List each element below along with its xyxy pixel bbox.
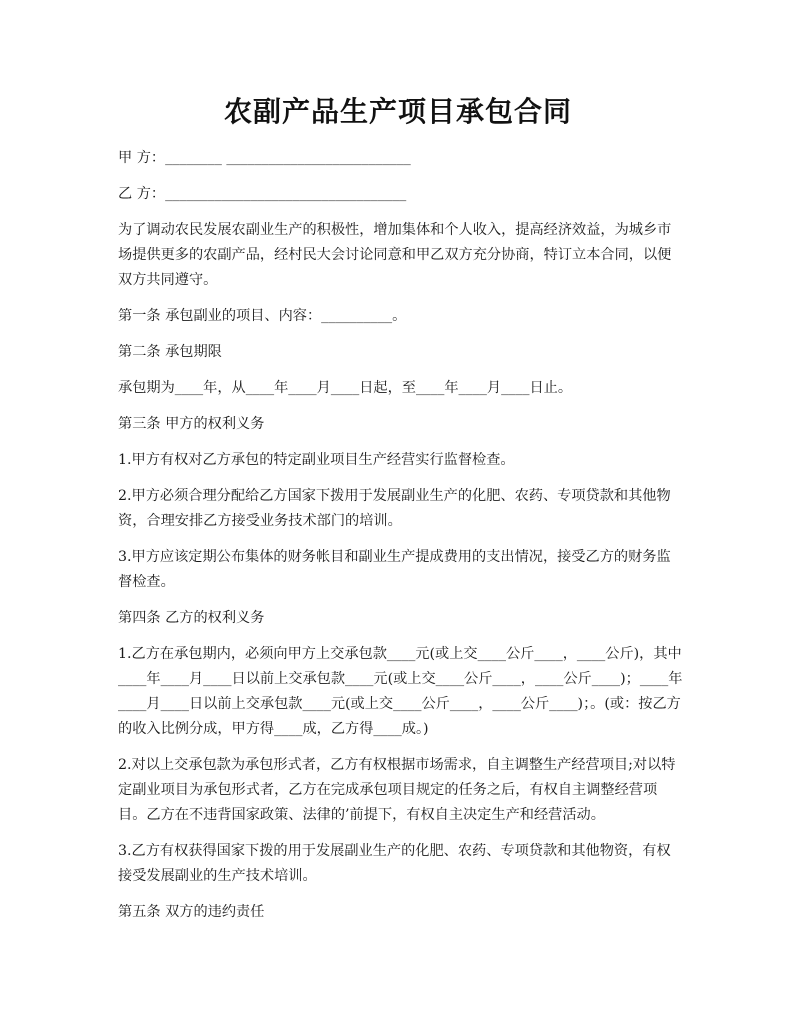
- article-1-heading: 第一条 承包副业的项目、内容：__________。: [118, 308, 407, 324]
- party-b-line: 乙 方：__________________________________: [118, 186, 407, 202]
- party-b-clause-1: 1.乙方在承包期内，必须向甲方上交承包款____元(或上交____公斤____，____公斤)，其中____年____月____日以前上交承包款____元(或上交____公斤____，____公斤____)；____年____月____日以前上交承包款____元(或上交____公斤____，____公斤____)；。(或：按乙方的收入比例分成，甲方得____成，乙方得____成。): [118, 646, 683, 737]
- party-a-line: 甲 方：________ __________________________: [118, 150, 411, 166]
- article-2-heading: 第二条 承包期限: [118, 344, 222, 360]
- party-a-clause-1: 1.甲方有权对乙方承包的特定副业项目生产经营实行监督检查。: [118, 452, 515, 468]
- party-a-clause-3: 3.甲方应该定期公布集体的财务帐目和副业生产提成费用的支出情况，接受乙方的财务监督检查。: [118, 549, 671, 590]
- contract-term-paragraph: 承包期为____年，从____年____月____日起，至____年____月____日止。: [118, 380, 573, 396]
- document-title: 农副产品生产项目承包合同: [223, 95, 572, 128]
- document-body: [118, 146, 684, 936]
- party-b-clause-2: 2.对以上交承包款为承包形式者，乙方有权根据市场需求，自主调整生产经营项目;对以特定副业项目为承包形式者，乙方在完成承包项目规定的任务之后，有权自主调整经营项目。乙方在不违背国家政策、法律的’前提下，有权自主决定生产和经营活动。: [118, 757, 676, 823]
- article-4-heading: 第四条 乙方的权利义务: [118, 610, 265, 626]
- party-b-clause-3: 3.乙方有权获得国家下拨的用于发展副业生产的化肥、农药、专项贷款和其他物资，有权接受发展副业的生产技术培训。: [118, 843, 671, 884]
- article-3-heading: 第三条 甲方的权利义务: [118, 416, 265, 432]
- article-5-heading: 第五条 双方的违约责任: [118, 904, 265, 920]
- party-a-clause-2: 2.甲方必须合理分配给乙方国家下拨用于发展副业生产的化肥、农药、专项贷款和其他物资，合理安排乙方接受业务技术部门的培训。: [118, 488, 671, 529]
- preamble-paragraph: 为了调动农民发展农副业生产的积极性，增加集体和个人收入，提高经济效益，为城乡市场提供更多的农副产品，经村民大会讨论同意和甲乙双方充分协商，特订立本合同，以便双方共同遵守。: [118, 222, 672, 288]
